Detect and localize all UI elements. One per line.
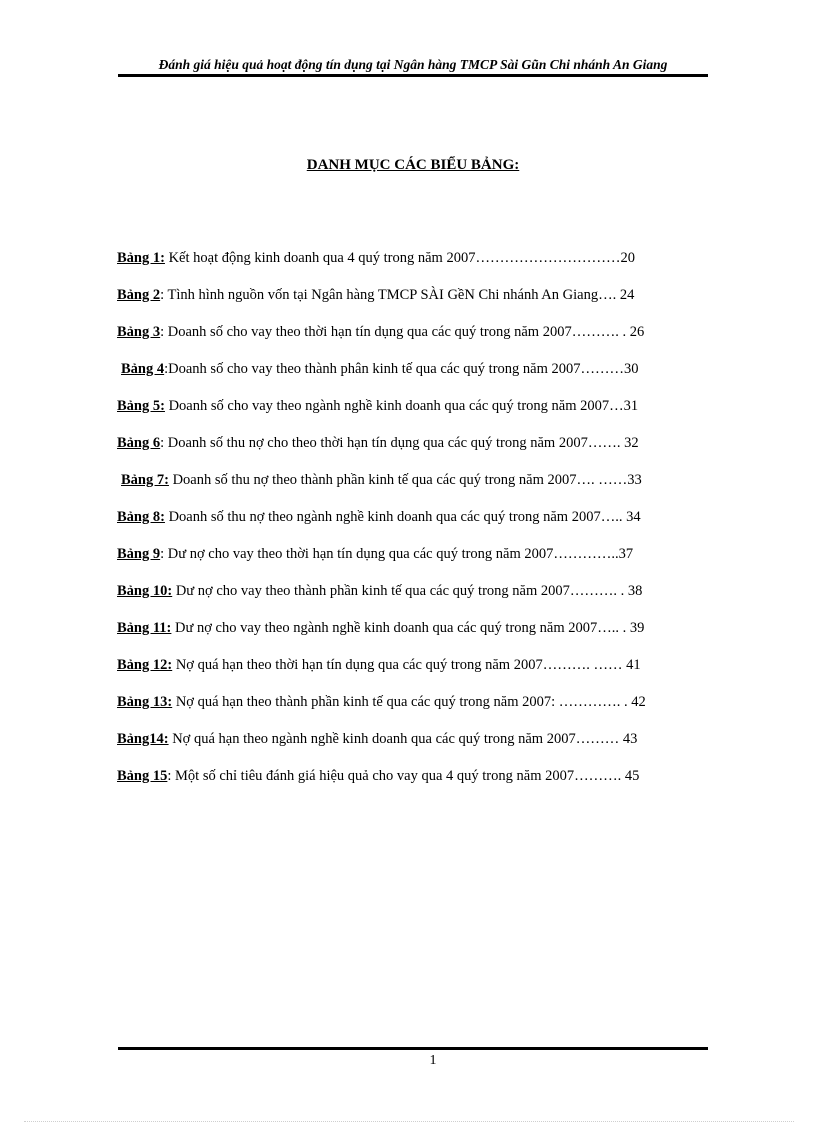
toc-item-label: Bảng 13:: [117, 694, 173, 710]
toc-item-label: Bảng 6: [117, 435, 161, 451]
toc-item-label: Bảng 15: [117, 768, 168, 784]
toc-item-text: :Doanh số cho vay theo thành phân kinh tế qua các quý trong năm 2007………30: [164, 361, 639, 377]
toc-item-bang-6: [117, 434, 639, 452]
toc-item-bang-10: [117, 582, 642, 600]
toc-item-bang-4: [121, 360, 639, 378]
toc-item-text: : Dư nợ cho vay theo thời hạn tín dụng qua các quý trong năm 2007…………..37: [160, 546, 634, 562]
toc-item-text: : Tình hình nguồn vốn tại Ngân hàng TMCP SÀI GềN Chi nhánh An Giang…. 24: [160, 287, 635, 303]
toc-item-text: Nợ quá hạn theo ngành nghề kinh doanh qua các quý trong năm 2007……… 43: [168, 731, 638, 747]
toc-item-label: Bảng 10:: [117, 583, 173, 599]
toc-item-bang-14: [117, 730, 637, 748]
toc-item-text: Nợ quá hạn theo thời hạn tín dụng qua các quý trong năm 2007………. …… 41: [172, 657, 641, 673]
toc-item-text: Kết hoạt động kinh doanh qua 4 quý trong năm 2007…………………………20: [164, 250, 635, 266]
page-edge-dots: [24, 1121, 794, 1122]
toc-item-label: Bảng 9: [117, 546, 161, 562]
toc-item-label: Bảng 1:: [117, 250, 165, 266]
toc-item-label: Bảng 8:: [117, 509, 165, 525]
toc-item-text: Dư nợ cho vay theo thành phần kinh tế qua các quý trong năm 2007………. . 38: [172, 583, 643, 599]
toc-item-label: Bảng 2: [117, 287, 161, 303]
toc-item-label: Bảng 5:: [117, 398, 165, 414]
page-title: DANH MỤC CÁC BIỂU BẢNG:: [306, 157, 520, 173]
toc-item-label: Bảng 11:: [117, 620, 172, 636]
toc-item-text: Dư nợ cho vay theo ngành nghề kinh doanh qua các quý trong năm 2007….. . 39: [171, 620, 645, 636]
toc-item-text: : Doanh số thu nợ cho theo thời hạn tín dụng qua các quý trong năm 2007……. 32: [160, 435, 639, 451]
toc-item-bang-12: [117, 656, 641, 674]
toc-item-text: Doanh số thu nợ theo thành phần kinh tế qua các quý trong năm 2007…. ……33: [168, 472, 642, 488]
toc-item-text: Nợ quá hạn theo thành phần kinh tế qua các quý trong năm 2007: …………. . 42: [172, 694, 646, 710]
toc-item-label: Bảng 4: [121, 361, 165, 377]
toc-item-text: Doanh số thu nợ theo ngành nghề kinh doanh qua các quý trong năm 2007….. 34: [164, 509, 641, 525]
toc-item-bang-9: [117, 545, 633, 563]
toc-item-text: Doanh số cho vay theo ngành nghề kinh doanh qua các quý trong năm 2007…31: [164, 398, 639, 414]
toc-item-bang-7: [121, 471, 642, 489]
toc-item-text: : Doanh số cho vay theo thời hạn tín dụng qua các quý trong năm 2007………. . 26: [160, 324, 645, 340]
toc-item-bang-13: [117, 693, 646, 711]
toc-item-bang-3: [117, 323, 644, 341]
toc-item-label: Bảng 12:: [117, 657, 173, 673]
toc-item-bang-5: [117, 397, 638, 415]
page-number: 1: [429, 1053, 437, 1068]
toc-item-bang-11: [117, 619, 644, 637]
toc-item-bang-15: [117, 767, 639, 785]
toc-item-bang-1: [117, 249, 635, 267]
toc-item-label: Bảng14:: [117, 731, 169, 747]
toc-item-bang-2: [117, 286, 634, 304]
toc-item-label: Bảng 7:: [121, 472, 169, 488]
footer-rule: [118, 1047, 708, 1050]
toc-item-bang-8: [117, 508, 641, 526]
toc-item-label: Bảng 3: [117, 324, 161, 340]
toc-item-text: : Một số chỉ tiêu đánh giá hiệu quả cho vay qua 4 quý trong năm 2007………. 45: [167, 768, 640, 784]
running-header: Đánh giá hiệu quả hoạt động tín dụng tại Ngân hàng TMCP Sài Gũn Chi nhánh An Giang: [158, 57, 668, 72]
